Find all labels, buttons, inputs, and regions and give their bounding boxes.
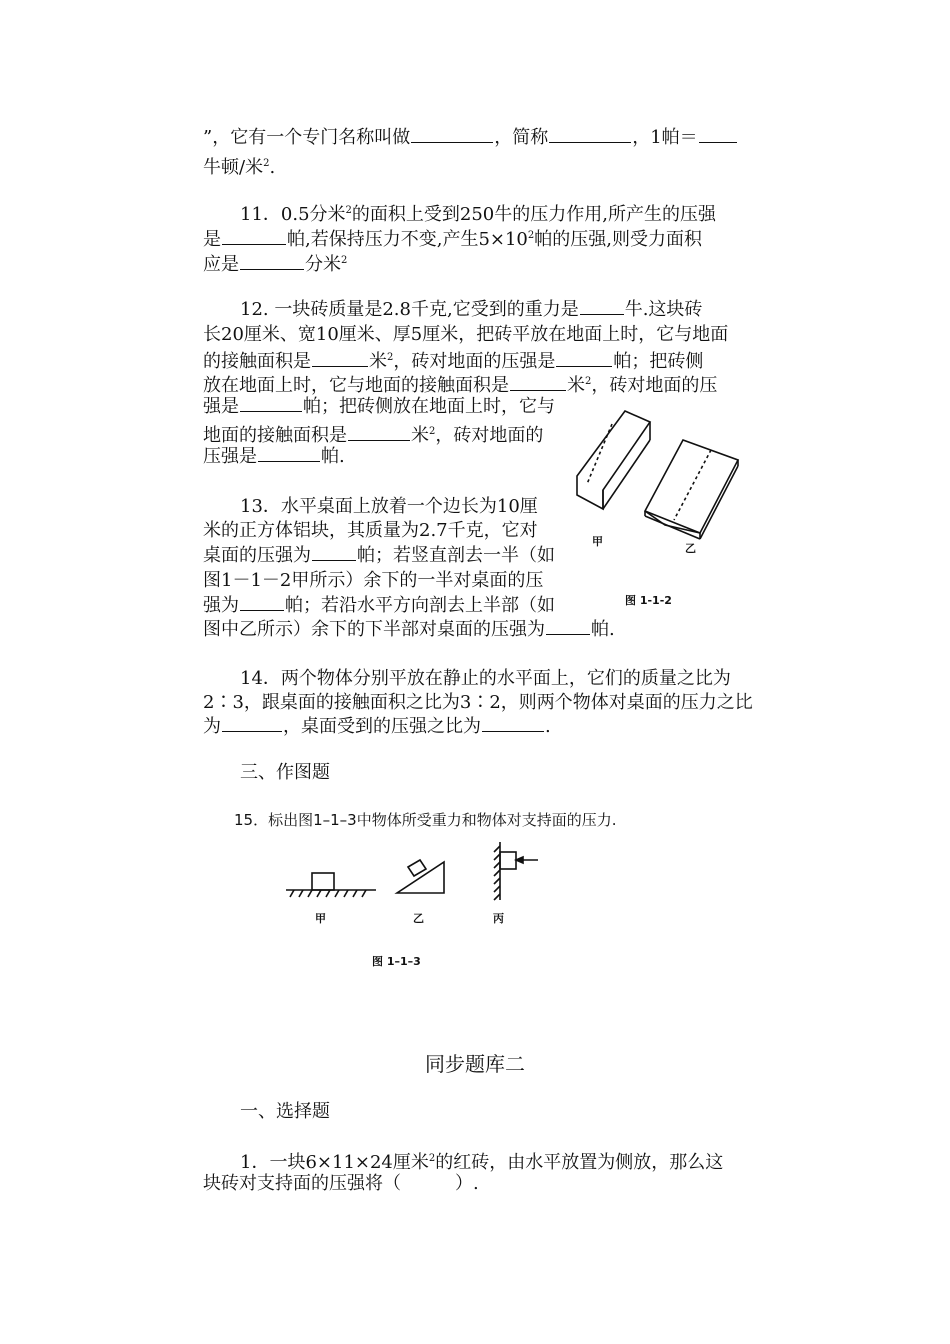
q14-line-1: 14．两个物体分别平放在静止的水平面上，它们的质量之比为: [240, 668, 731, 689]
figure-label-yi: 乙: [685, 542, 696, 555]
q12-line-4: 放在地面上时，它与地面的接触面积是 米$^2$，砖对地面的压: [203, 367, 717, 401]
answer-blank[interactable]: [240, 393, 302, 412]
q14-line-2: 2∶3，跟桌面的接触面积之比为3∶2，则两个物体对桌面的压力之比: [203, 692, 753, 713]
q12-line-1: 12. 一块砖质量是2.8千克,它受到的重力是 牛.这块砖: [240, 295, 702, 325]
q11-line-3: 应是 分米$^2$: [203, 246, 347, 280]
answer-blank[interactable]: [411, 124, 493, 143]
figure-1-1-2: [570, 408, 750, 608]
answer-blank[interactable]: [580, 296, 624, 315]
answer-blank[interactable]: [482, 713, 544, 732]
figure-caption: 图 1-1-2: [625, 594, 672, 607]
diagram-bing: [494, 842, 538, 900]
figure-caption: 图 1–1–3: [372, 955, 421, 968]
q12-line-6: 地面的接触面积是 米$^2$，砖对地面的: [203, 417, 543, 451]
answer-blank[interactable]: [699, 124, 737, 143]
q13-line-3: 桌面的压强为 帕；若竖直剖去一半（如: [203, 541, 555, 571]
q14-line-3: 为 ，桌面受到的压强之比为 .: [203, 712, 551, 742]
q13-line-1: 13．水平桌面上放着一个边长为10厘: [240, 496, 538, 517]
q12-line-7: 压强是 帕.: [203, 442, 345, 472]
q1-line-1: 1．一块6×11×24厘米$^2$的红砖，由水平放置为侧放，那么这: [240, 1152, 724, 1173]
q10-line-1: ”，它有一个专门名称叫做 ，简称 ，1帕＝: [203, 123, 738, 153]
q12-line-3: 的接触面积是 米$^2$，砖对地面的压强是 帕；把砖侧: [203, 343, 703, 377]
answer-blank[interactable]: [258, 443, 320, 462]
answer-blank[interactable]: [312, 542, 356, 561]
section-title: 同步题库二: [425, 1052, 525, 1076]
q10-line-2: 牛顿/米$^2$.: [203, 157, 276, 178]
q15-text: 15．标出图1–1–3中物体所受重力和物体对支持面的压力.: [234, 811, 617, 829]
q11-line-2: 是 帕,若保持压力不变,产生$5\times 10^2$帕的压强,则受力面积: [203, 221, 702, 255]
answer-blank[interactable]: [546, 616, 590, 635]
answer-blank[interactable]: [312, 348, 368, 367]
diagram-jia: [286, 873, 376, 897]
figure-label-bing: 丙: [493, 912, 504, 925]
q11-line-1: 11．0.5分米$^2$的面积上受到250牛的压力作用,所产生的压强: [240, 204, 716, 225]
answer-blank[interactable]: [222, 226, 286, 245]
q12-line-2: 长20厘米、宽10厘米、厚5厘米，把砖平放在地面上时，它与地面: [203, 324, 729, 345]
answer-blank[interactable]: [348, 422, 410, 441]
figure-label-yi: 乙: [413, 912, 424, 925]
answer-blank[interactable]: [222, 713, 282, 732]
q12-line-5: 强是 帕；把砖侧放在地面上时，它与: [203, 392, 555, 422]
answer-blank[interactable]: [240, 251, 304, 270]
diagram-yi: [397, 860, 444, 893]
figure-1-1-3: [284, 840, 544, 900]
q13-line-2: 米的正方体铝块，其质量为2.7千克，它对: [203, 520, 538, 541]
section-heading: 三、作图题: [240, 762, 330, 783]
q1-line-2: 块砖对支持面的压强将（ ）.: [203, 1173, 479, 1194]
q13-line-4: 图1－1－2甲所示）余下的一半对桌面的压: [203, 570, 544, 591]
q13-line-6: 图中乙所示）余下的下半部对桌面的压强为 帕.: [203, 615, 615, 645]
q13-line-5: 强为 帕；若沿水平方向剖去上半部（如: [203, 591, 555, 621]
section-heading: 一、选择题: [240, 1101, 330, 1122]
brick-lying: [645, 440, 738, 533]
answer-blank[interactable]: [556, 348, 612, 367]
figure-label-jia: 甲: [592, 535, 603, 548]
answer-blank[interactable]: [549, 124, 631, 143]
figure-label-jia: 甲: [315, 912, 326, 925]
answer-blank[interactable]: [240, 592, 284, 611]
answer-blank[interactable]: [510, 372, 566, 391]
